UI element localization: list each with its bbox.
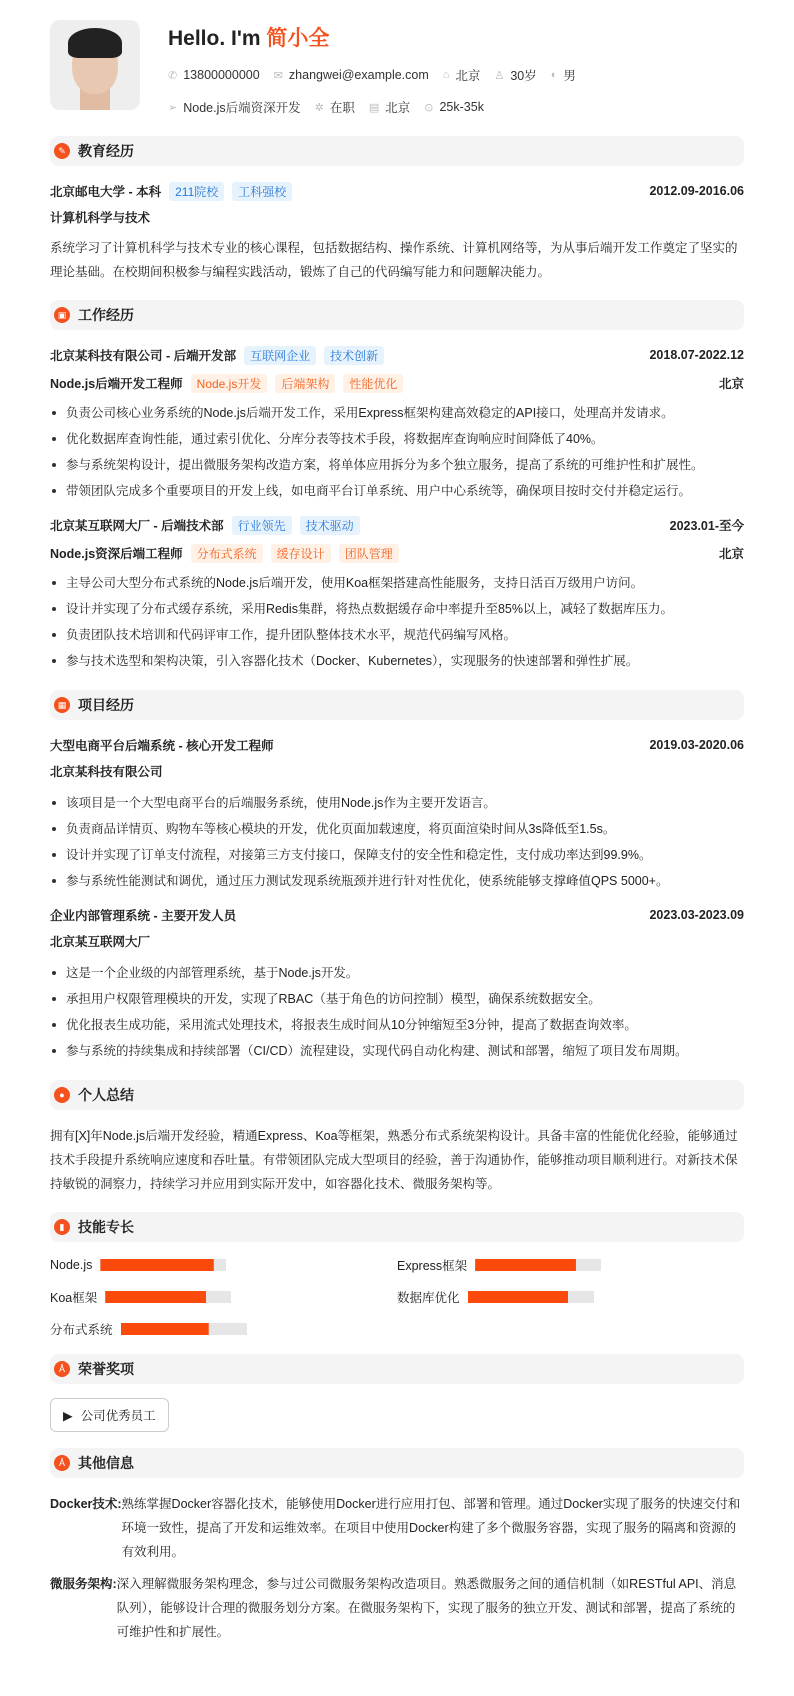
phone: 13800000000 xyxy=(183,68,260,82)
bullet-item: 参与技术选型和架构决策，引入容器化技术（Docker、Kubernetes），实现服务的快速部署和弹性扩展。 xyxy=(50,648,744,674)
job-entry xyxy=(50,344,744,504)
section-work xyxy=(50,300,744,330)
skill-tag: 分布式系统 xyxy=(191,544,263,563)
bullet-item: 这是一个企业级的内部管理系统，基于Node.js开发。 xyxy=(50,960,744,986)
skill-bar-fill xyxy=(100,1259,213,1271)
summary-text: 拥有[X]年Node.js后端开发经验，精通Express、Koa等框架，熟悉分布式系统架构设计。具备丰富的性能优化经验，能够通过技术手段提升系统响应速度和吞吐量。有带领团队完成大型项目的经验，善于沟通协作，能够推动项目顺利进行。对新技术保持敏锐的洞察力，持续学习并应用到实际开发中，如容器化技术、微服务架构等。 xyxy=(50,1129,738,1191)
company: 北京某科技有限公司 xyxy=(50,765,163,779)
skill-tag: 后端架构 xyxy=(275,374,335,393)
role: Node.js资深后端工程师 xyxy=(50,547,183,561)
skill-item xyxy=(50,1256,397,1274)
bullet-item: 参与系统架构设计，提出微服务架构改造方案，将单体应用拆分为多个独立服务，提高了系统的可维护性和扩展性。 xyxy=(50,452,744,478)
other-value: 深入理解微服务架构理念，参与过公司微服务架构改造项目。熟悉微服务之间的通信机制（如RESTful API、消息队列），能够设计合理的微服务划分方案。在微服务架构下，实现了服务的独立开发、测试和部署，提高了系统的可维护性和扩展性。 xyxy=(116,1577,737,1639)
skill-tag: 团队管理 xyxy=(339,544,399,563)
skill-bar xyxy=(100,1259,226,1271)
briefcase-icon: ▣ xyxy=(54,307,70,323)
bullet-item: 负责公司核心业务系统的Node.js后端开发工作，采用Express框架构建高效稳定的API接口，处理高并发请求。 xyxy=(50,400,744,426)
bullet-item: 参与系统的持续集成和持续部署（CI/CD）流程建设，实现代码自动化构建、测试和部署，缩短了项目发布周期。 xyxy=(50,1038,744,1064)
other-item xyxy=(50,1492,744,1564)
award-item[interactable] xyxy=(50,1398,169,1432)
bullet-item: 设计并实现了订单支付流程，对接第三方支付接口，保障支付的安全性和稳定性，支付成功率达到99.9%。 xyxy=(50,842,744,868)
city: 北京 xyxy=(718,547,744,561)
section-projects xyxy=(50,690,744,720)
skill-tag: 性能优化 xyxy=(343,374,403,393)
bullet-item: 负责商品详情页、购物车等核心模块的开发，优化页面加载速度，将页面渲染时间从3s降低至1.5s。 xyxy=(50,816,744,842)
company: 北京某互联网大厂 - 后端技术部 xyxy=(50,519,224,533)
tag: 工科强校 xyxy=(232,182,292,201)
bullet-item: 设计并实现了分布式缓存系统，采用Redis集群，将热点数据缓存命中率提升至85%以上，减轻了数据库压力。 xyxy=(50,596,744,622)
age-icon: ♙ xyxy=(494,69,505,82)
status: 在职 xyxy=(329,101,355,115)
period: 2023.03-2023.09 xyxy=(649,908,744,922)
skill-bar xyxy=(105,1291,231,1303)
user-icon: ● xyxy=(54,1087,70,1103)
tag: 技术驱动 xyxy=(300,516,360,535)
bullet-item: 带领团队完成多个重要项目的开发上线，如电商平台订单系统、用户中心系统等，确保项目按时交付并稳定运行。 xyxy=(50,478,744,504)
job-entry xyxy=(50,514,744,674)
send-icon: ➢ xyxy=(168,101,178,114)
section-other xyxy=(50,1448,744,1478)
section-summary xyxy=(50,1080,744,1110)
company: 北京某互联网大厂 xyxy=(50,935,151,949)
education-icon: ✎ xyxy=(54,143,70,159)
greeting-text: Hello. I'm xyxy=(168,27,261,50)
period: 2018.07-2022.12 xyxy=(649,348,744,362)
resume-header xyxy=(50,20,744,120)
bullet-item: 参与系统性能测试和调优，通过压力测试发现系统瓶颈并进行针对性优化，使系统能够支撑峰值QPS 5000+。 xyxy=(50,868,744,894)
skill-bar xyxy=(468,1291,594,1303)
bullet-item: 优化报表生成功能，采用流式处理技术，将报表生成时间从10分钟缩短至3分钟，提高了数据查询效率。 xyxy=(50,1012,744,1038)
other-item xyxy=(50,1572,744,1644)
tag: 互联网企业 xyxy=(244,346,316,365)
role: Node.js后端开发工程师 xyxy=(50,377,183,391)
skill-bar-fill xyxy=(121,1323,209,1335)
education-desc: 系统学习了计算机科学与技术专业的核心课程，包括数据结构、操作系统、计算机网络等，为从事后端开发工作奠定了坚实的理论基础。在校期间积极参与编程实践活动，锻炼了自己的代码编写能力和问题解决能力。 xyxy=(50,241,738,279)
tag: 技术创新 xyxy=(324,346,384,365)
skill-name: Node.js xyxy=(50,1258,93,1272)
school: 北京邮电大学 - 本科 xyxy=(50,185,162,199)
section-title: 其他信息 xyxy=(78,1455,134,1471)
section-title: 技能专长 xyxy=(78,1219,134,1235)
age: 30岁 xyxy=(510,69,537,83)
triangle-right-icon: ▶ xyxy=(63,1408,73,1423)
section-skills xyxy=(50,1212,744,1242)
skill-bar xyxy=(475,1259,601,1271)
section-title: 荣誉奖项 xyxy=(78,1361,134,1377)
skill-bar-fill xyxy=(468,1291,569,1303)
phone-icon: ✆ xyxy=(168,69,178,82)
bullet-item: 优化数据库查询性能，通过索引优化、分库分表等技术手段，将数据库查询响应时间降低了40%。 xyxy=(50,426,744,452)
bullet-item: 负责团队技术培训和代码评审工作，提升团队整体技术水平，规范代码编写风格。 xyxy=(50,622,744,648)
other-key: Docker技术: xyxy=(50,1497,122,1511)
project-entry xyxy=(50,734,744,894)
project-entry xyxy=(50,904,744,1064)
skill-bar xyxy=(121,1323,247,1335)
section-title: 教育经历 xyxy=(78,143,134,159)
major: 计算机科学与技术 xyxy=(50,211,151,225)
salary: 25k-35k xyxy=(439,100,484,114)
skill-item xyxy=(397,1256,744,1274)
skill-item xyxy=(397,1288,744,1306)
work-city: 北京 xyxy=(385,101,411,115)
skill-item xyxy=(50,1288,397,1306)
company: 北京某科技有限公司 - 后端开发部 xyxy=(50,349,237,363)
city: 北京 xyxy=(718,377,744,391)
grid-icon: ▦ xyxy=(54,697,70,713)
skill-name: 数据库优化 xyxy=(397,1291,460,1305)
period: 2019.03-2020.06 xyxy=(649,738,744,752)
project-name: 企业内部管理系统 - 主要开发人员 xyxy=(50,909,237,923)
section-honors xyxy=(50,1354,744,1384)
gender: 男 xyxy=(563,69,576,83)
position: Node.js后端资深开发 xyxy=(183,101,301,115)
gender-icon: ◐ xyxy=(550,69,558,81)
building-icon: ▤ xyxy=(368,101,380,114)
section-title: 个人总结 xyxy=(78,1087,134,1103)
section-title: 项目经历 xyxy=(78,697,134,713)
bullet-item: 主导公司大型分布式系统的Node.js后端开发，使用Koa框架搭建高性能服务，支持日活百万级用户访问。 xyxy=(50,570,744,596)
city: 北京 xyxy=(455,69,481,83)
period: 2012.09-2016.06 xyxy=(649,184,744,198)
greeting xyxy=(168,22,576,52)
bullet-item: 承担用户权限管理模块的开发，实现了RBAC（基于角色的访问控制）模型，确保系统数据安全。 xyxy=(50,986,744,1012)
skill-name: Express框架 xyxy=(397,1259,468,1273)
award-label: 公司优秀员工 xyxy=(80,1409,156,1423)
skill-tag: Node.js开发 xyxy=(191,374,268,393)
name: 简小全 xyxy=(266,27,330,50)
salary-icon: ⊙ xyxy=(424,101,434,114)
email-icon: ✉ xyxy=(273,69,283,82)
other-value: 熟练掌握Docker容器化技术，能够使用Docker进行应用打包、部署和管理。通过Docker实现了服务的快速交付和环境一致性，提高了开发和运维效率。在项目中使用Docker构建了多个微服务容器，实现了服务的隔离和资源的有效利用。 xyxy=(121,1497,741,1559)
project-name: 大型电商平台后端系统 - 核心开发工程师 xyxy=(50,739,274,753)
chart-icon: ▮ xyxy=(54,1219,70,1235)
email: zhangwei@example.com xyxy=(288,68,429,82)
award-icon: Å xyxy=(54,1361,70,1377)
tag: 行业领先 xyxy=(232,516,292,535)
home-icon: ⌂ xyxy=(442,69,450,81)
skill-name: Koa框架 xyxy=(50,1291,98,1305)
status-icon: ✲ xyxy=(314,101,324,114)
period: 2023.01-至今 xyxy=(669,519,744,533)
skill-item xyxy=(50,1320,397,1338)
section-education xyxy=(50,136,744,166)
info-icon: Å xyxy=(54,1455,70,1471)
bullet-item: 该项目是一个大型电商平台的后端服务系统，使用Node.js作为主要开发语言。 xyxy=(50,790,744,816)
skill-bar-fill xyxy=(475,1259,576,1271)
skill-bar-fill xyxy=(105,1291,206,1303)
other-key: 微服务架构: xyxy=(50,1577,117,1591)
avatar xyxy=(50,20,140,110)
tag: 211院校 xyxy=(169,182,224,201)
skill-name: 分布式系统 xyxy=(50,1323,113,1337)
skill-tag: 缓存设计 xyxy=(271,544,331,563)
section-title: 工作经历 xyxy=(78,307,134,323)
